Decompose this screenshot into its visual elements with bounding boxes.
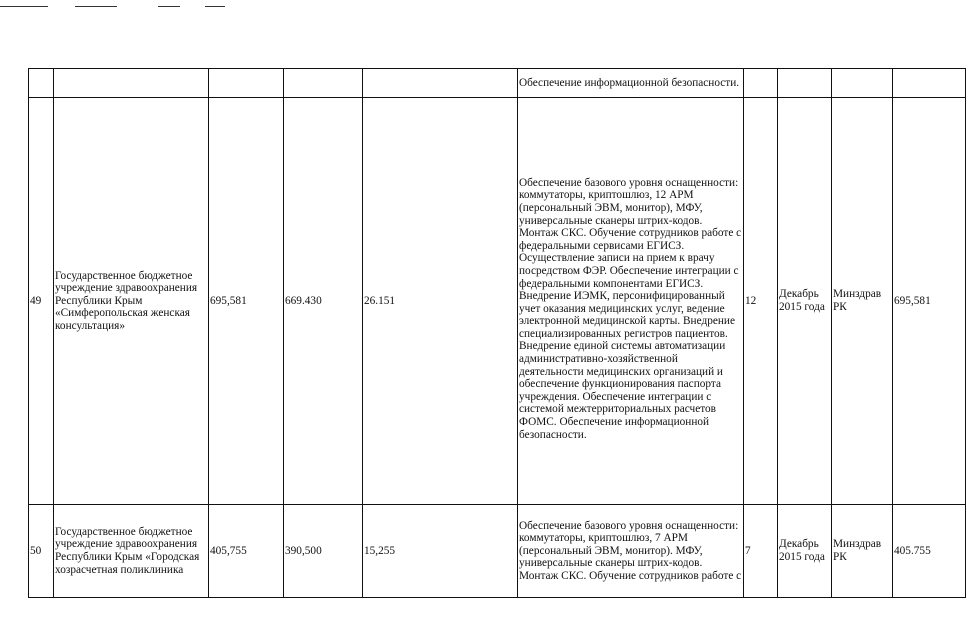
workstation-count [744,69,778,98]
total-amount [209,69,284,98]
federal-amount: 669.430 [284,98,363,505]
deadline: Декабрь 2015 года [778,505,832,598]
deadline: Декабрь 2015 года [778,98,832,505]
total-amount: 695,581 [209,98,284,505]
activity-description: Обеспечение информационной безопасности. [518,69,744,98]
activity-description: Обеспечение базового уровня оснащенности: коммутаторы, криптошлюз, 12 АРМ (персональный ЭВМ, монитор), МФУ, универсальные сканеры штрих-кодов. Монтаж СКС. Обучение сотрудников работе с федеральными сервисами ЕГИСЗ. Осуществление записи на прием к врачу посредством ФЭР. Обеспечение интеграции с федеральными компонентами ЕГИСЗ. Внедрение ИЭМК, персонифицированный учет оказания медицинских услуг, ведение электронной медицинской карты. Внедрение специализированных регистров пациентов. Внедрение единой системы автоматизации административно-хозяйственной деятельности медицинских организаций и обеспечение функционирования паспорта учреждения. Обеспечение интеграции с системой межтерриториальных расчетов ФОМС. Обеспечение информационной безопасности. [518,98,744,505]
funding-amount [893,69,966,98]
activity-description: Обеспечение базового уровня оснащенности: коммутаторы, криптошлюз, 7 АРМ (персональный ЭВМ, монитор). МФУ, универсальные сканеры штрих-кодов. Монтаж СКС. Обучение сотрудников работе с [518,505,744,598]
institution-name [54,69,209,98]
program-table [28,68,966,598]
deadline [778,69,832,98]
workstation-count: 12 [744,98,778,505]
row-number [29,69,54,98]
responsible-body: Минздрав РК [832,98,893,505]
regional-amount [363,69,518,98]
institution-name: Государственное бюджетное учреждение здравоохранения Республики Крым «Симферопольская женская консультация» [54,98,209,505]
row-number: 49 [29,98,54,505]
federal-amount [284,69,363,98]
table-row [29,505,966,598]
workstation-count: 7 [744,505,778,598]
table-row [29,98,966,505]
scan-header-marks [0,0,905,12]
row-number: 50 [29,505,54,598]
responsible-body: Минздрав РК [832,505,893,598]
funding-amount: 695,581 [893,98,966,505]
regional-amount: 26.151 [363,98,518,505]
regional-amount: 15,255 [363,505,518,598]
federal-amount: 390,500 [284,505,363,598]
table-row [29,69,966,98]
funding-amount: 405.755 [893,505,966,598]
total-amount: 405,755 [209,505,284,598]
responsible-body [832,69,893,98]
institution-name: Государственное бюджетное учреждение здравоохранения Республики Крым «Городская хозрасчетная поликлиника [54,505,209,598]
